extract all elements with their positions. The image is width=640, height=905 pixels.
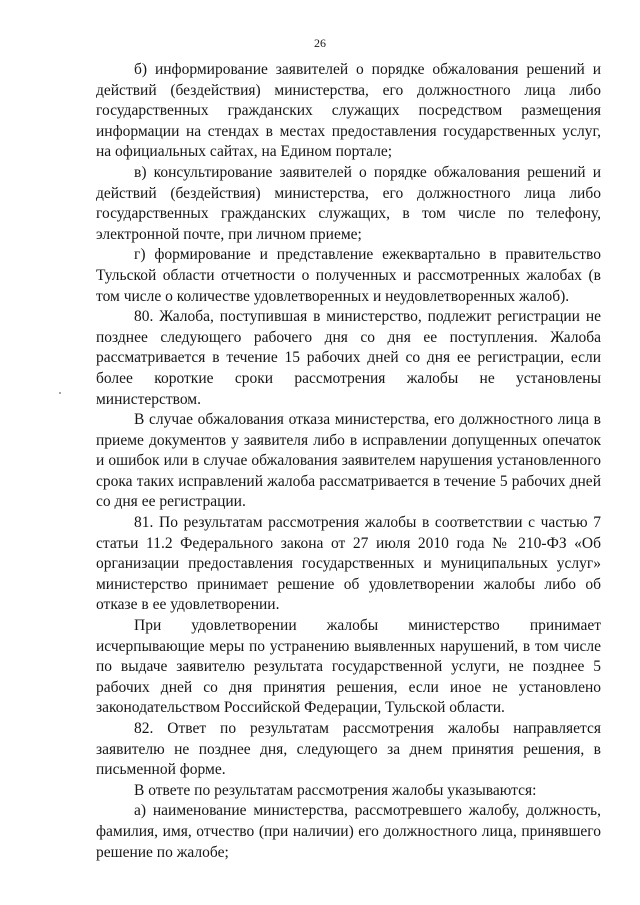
- paragraph-g-reporting: г) формирование и представление ежеквартально в правительство Тульской области отчетности о полученных и рассмотренных жалобах (в том числе о количестве удовлетворенных и неудовлетворенных жалоб).: [96, 246, 601, 305]
- paragraph-refusal-appeal: В случае обжалования отказа министерства, его должностного лица в приеме документов у заявителя либо в исправлении допущенных опечаток и ошибок или в случае обжалования заявителем нарушения установленного срока таких исправлений жалоба рассматривается в течение 5 рабочих дней со дня ее регистрации.: [96, 411, 601, 511]
- paragraph-response-contents: В ответе по результатам рассмотрения жалобы указываются:: [134, 781, 537, 799]
- page-number: 26: [314, 36, 326, 50]
- paragraph-80-registration: 80. Жалоба, поступившая в министерство, подлежит регистрации не позднее следующего рабочего дня со дня ее поступления. Жалоба рассматривается в течение 15 рабочих дней со дня ее регистрации, если более короткие сроки рассмотрения жалобы не установлены министерством.: [96, 308, 601, 408]
- scan-speck: [59, 392, 61, 394]
- paragraph-a-ministry-name: а) наименование министерства, рассмотревшего жалобу, должность, фамилия, имя, отчество (при наличии) его должностного лица, принявшего решение по жалобе;: [96, 802, 601, 861]
- paragraph-satisfaction-measures: При удовлетворении жалобы министерство принимает исчерпывающие меры по устранению выявленных нарушений, в том числе по выдаче заявителю результата государственной услуги, не позднее 5 рабочих дней со дня принятия решения, если иное не установлено законодательством Российской Федерации, Тульской области.: [96, 617, 601, 717]
- paragraph-b-informing: б) информирование заявителей о порядке обжалования решений и действий (бездействия) министерства, его должностного лица либо государственных гражданских служащих посредством размещения информации на стендах в местах предоставления государственных услуг, на официальных сайтах, на Едином портале;: [96, 61, 601, 161]
- document-body: [96, 60, 601, 863]
- paragraph-v-consulting: в) консультирование заявителей о порядке обжалования решений и действий (бездействия) министерства, его должностного лица либо государственных гражданских служащих, в том числе по телефону, электронной почте, при личном приеме;: [96, 163, 601, 243]
- paragraph-81-decision: 81. По результатам рассмотрения жалобы в соответствии с частью 7 статьи 11.2 Федерального закона от 27 июля 2010 года № 210-ФЗ «Об организации предоставления государственных и муниципальных услуг» министерство принимает решение об удовлетворении жалобы либо об отказе в ее удовлетворении.: [96, 514, 601, 614]
- paragraph-82-response: 82. Ответ по результатам рассмотрения жалобы направляется заявителю не позднее дня, следующего за днем принятия решения, в письменной форме.: [96, 720, 601, 779]
